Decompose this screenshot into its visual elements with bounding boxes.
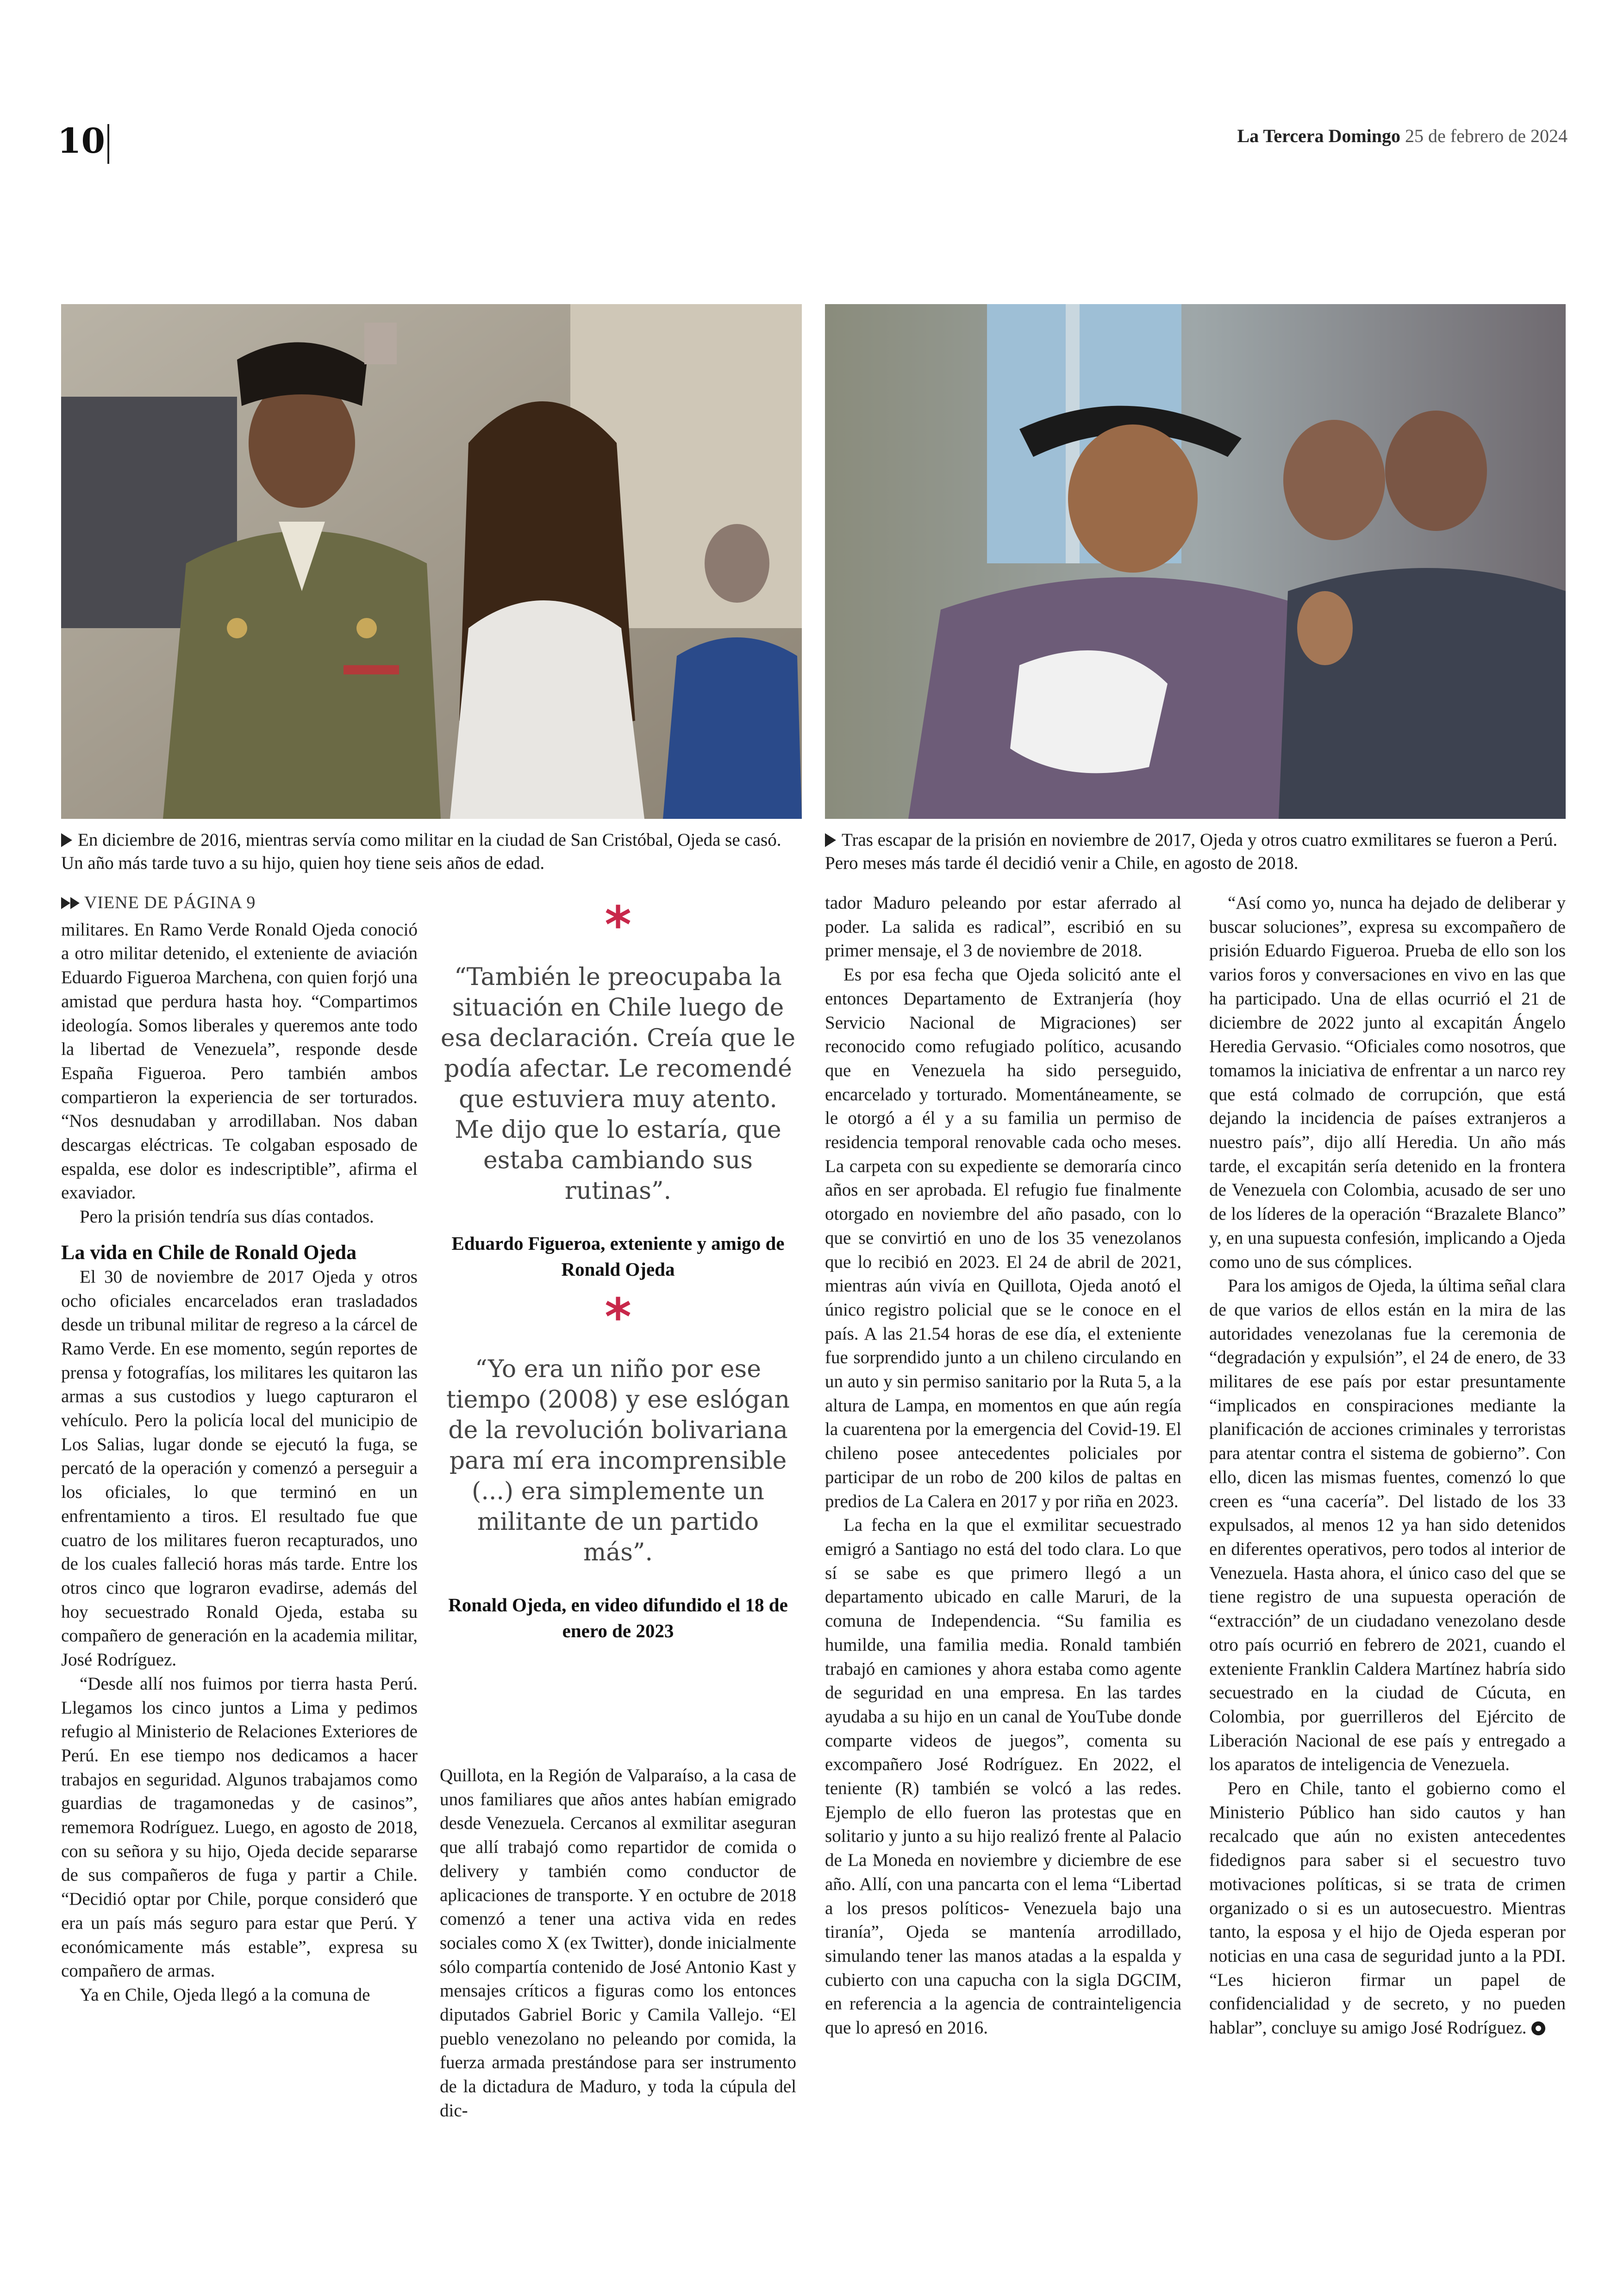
paragraph: Es por esa fecha que Ojeda solicitó ante el entonces Departamento de Extranjería (hoy Servicio Nacional de Migraciones) ser reconocido como refugiado político, acusando que en Venezuela ha sido perseguido, encarcelado y torturado. Momentáneamente, se le otorgó a él y a su familia un permiso de residencia temporal renovable cada ocho meses. La carpeta con su expediente se demoraría cinco años en ser aprobada. El refugio fue finalmente otorgado en noviembre del año pasado, con lo que se convirtió en uno de los 35 venezolanos que lo recibió en 2023. El 24 de abril de 2021, mientras aún vivía en Quillota, Ojeda anotó el único registro policial que se le conoce en el país. A las 21.54 horas de ese día, el exteniente fue sorprendido junto a un chileno circulando en un auto y sin permiso sanitario por la Ruta 5, a la altura de Lampa, en momentos en que aún regía la cuarentena por la emergencia del Covid-19. El chileno posee antecedentes policiales por participar de un robo de 200 kilos de paltas en predios de La Calera en 2017 y por riña en 2023. [825, 965, 1181, 1511]
closing-paragraph-text: Pero en Chile, tanto el gobierno como el Ministerio Público han sido cautos y han recalcado que aún no existen antecedentes fidedignos para saber si el secuestro tuvo motivaciones políticas, si se trata de crimen organizado o si es un autosecuestro. Mientras tanto, la esposa y el hijo de Ojeda esperan por noticias en una casa de seguridad junto a la PDI. “Les hicieron firmar un papel de confidencialidad y de secreto, y no pueden hablar”, concluye su amigo José Rodríguez. [1209, 1778, 1566, 2038]
article-column-4 [1209, 891, 1566, 2040]
photo-wedding [61, 304, 802, 819]
paragraph: Quillota, en la Región de Valparaíso, a la casa de unos familiares que años antes habían emigrado desde Venezuela. Cercanos al exmilitar aseguran que allí trabajó como repartidor de comida o delivery y también como conductor de aplicaciones de transporte. Y en octubre de 2018 comenzó a tener una activa vida en redes sociales como X (ex Twitter), donde inicialmente sólo compartía contenido de José Antonio Kast y mensajes críticos a figuras como los entonces diputados Gabriel Boric y Camila Vallejo. “El pueblo venezolano no peleando por comida, la fuerza armada prestándose para ser instrumento de la dictadura de Maduro, y toda la cúpula del dic- [440, 1765, 796, 2120]
paragraph: La fecha en la que el exmilitar secuestrado emigró a Santiago no está del todo clara. Lo que sí se sabe es que primero llegó a un departamento ubicado en calle Maruri, de la comuna de Independencia. “Su familia es humilde, una familia media. Ronald también trabajó en camiones y ahora estaba como agente de seguridad en una empresa. En las tardes ayudaba a su hijo en un canal de YouTube donde comparte videos de juegos”, comenta su excompañero José Rodríguez. En 2022, el teniente (R) también se volcó a las redes. Ejemplo de ello fueron las protestas que en solitario y junto a su hijo realizó frente al Palacio de La Moneda en noviembre y diciembre de ese año. Allí, con una pancarta con el lema “Libertad a los presos políticos- Venezuela bajo una tiranía”, Ojeda se mantenía arrodillado, simulando tener las manos atadas a la espalda y cubierto con una capucha con la sigla DGCIM, en referencia a la agencia de contrainteligencia que lo apresó en 2016. [825, 1515, 1181, 2038]
end-of-article-icon [1531, 2021, 1545, 2035]
masthead [1237, 125, 1568, 147]
double-arrow-icon [61, 897, 70, 909]
caption-arrow-icon [825, 833, 836, 847]
photo-caption [825, 829, 1566, 875]
article-column-1 [61, 891, 418, 2007]
caption-text: Tras escapar de la prisión en noviembre de 2017, Ojeda y otros cuatro exmilitares se fueron a Perú. Pero meses más tarde él decidió venir a Chile, en agosto de 2018. [825, 830, 1558, 873]
continuation-text: VIENE DE PÁGINA 9 [84, 893, 256, 912]
photo-caption [61, 829, 802, 875]
continuation-label [61, 891, 418, 915]
paragraph: militares. En Ramo Verde Ronald Ojeda conoció a otro militar detenido, el exteniente de aviación Eduardo Figueroa Marchena, con quien forjó una amistad que perdura hasta hoy. “Compartimos ideología. Somos liberales y queremos ante todo la libertad de Venezuela”, responde desde España Figueroa. Pero también ambos compartieron la experiencia de ser torturados. “Nos desnudaban y arrodillaban. Nos daban descargas eléctricas. Te colgaban esposado de espalda, ese dolor es indescriptible”, afirma el exaviador. [61, 919, 418, 1203]
paragraph [1209, 1777, 1566, 2040]
paragraph: “Así como yo, nunca ha dejado de deliberar y buscar soluciones”, expresa su excompañero de prisión Eduardo Figueroa. Prueba de ello son los varios foros y conversaciones en vivo en las que ha participado. Una de ellas ocurrió el 21 de diciembre de 2022 junto al excapitán Ángelo Heredia Gervasio. “Oficiales como nosotros, que tomamos la iniciativa de enfrentar a un narco rey que está colmado de corrupción, que está dejando la incidencia de países extranjeros a nuestro país”, dijo allí Heredia. Un año más tarde, el excapitán sería detenido en la frontera de Venezuela con Colombia, acusado de ser uno de los líderes de la operación “Brazalete Blanco” y, en una supuesta confesión, implicando a Ojeda como uno de sus cómplices. [1209, 893, 1566, 1272]
pull-quote [440, 1287, 796, 1644]
asterisk-icon: * [605, 895, 631, 954]
pull-quote [440, 895, 796, 1282]
double-arrow-icon [70, 897, 80, 909]
article-column-3 [825, 891, 1181, 2040]
quote-text: “También le preocupaba la situación en Chile luego de esa declaración. Creía que le podía afectar. Le recomendé que estuviera muy atento. Me dijo que lo estaría, que estaba cambiando sus rutinas”. [440, 963, 796, 1205]
paragraph: “Desde allí nos fuimos por tierra hasta Perú. Llegamos los cinco juntos a Lima y pedimos refugio al Ministerio de Relaciones Exteriores de Perú. En ese tiempo nos dedicamos a hacer trabajos en seguridad. Algunos trabajamos como guardias de tragamonedas y de casinos”, rememora Rodríguez. Luego, en agosto de 2018, con su señora y su hijo, Ojeda decide separarse de sus compañeros de fuga y partir a Chile. “Decidió optar por Chile, porque consideró que era un país más seguro para estar que Perú. Y económicamente más estable”, expresa su compañero de armas. [61, 1673, 418, 1981]
paragraph: Para los amigos de Ojeda, la última señal clara de que varios de ellos están en la mira de las autoridades venezolanas fue la ceremonia de “degradación y expulsión”, el 24 de enero, de 33 militares de ese país por estar presuntamente “implicados en conspiraciones mediante la planificación de acciones criminales y terroristas para atentar contra el sistema de gobierno”. Con ello, dicen las mismas fuentes, comenzó lo que creen es “una cacería”. Del listado de los 33 expulsados, al menos 12 ya han sido detenidos en diferentes operativos, pero todos al interior de Venezuela. Hasta ahora, el único caso del que se tiene registro de una supuesta operación de “extracción” de un ciudadano venezolano desde otro país ocurrió en febrero de 2021, cuando el exteniente Franklin Caldera Martínez habría sido secuestrado en la ciudad de Cúcuta, en Colombia, por guerrilleros del Ejército de Liberación Nacional de ese país y entregado a los aparatos de inteligencia de Venezuela. [1209, 1276, 1566, 1775]
paragraph: El 30 de noviembre de 2017 Ojeda y otros ocho oficiales encarcelados eran trasladados desde un tribunal militar de regreso a la cárcel de Ramo Verde. En ese momento, según reportes de prensa y fotografías, los militares les quitaron las armas a sus custodios y luego capturaron el vehículo. Pero la policía local del municipio de Los Salias, lugar donde se ejecutó la fuga, se percató de la operación y comenzó a perseguir a los oficiales, lo que terminó en un enfrentamiento a tiros. El resultado fue que cuatro de los militares fueron recapturados, uno de los cuales falleció horas más tarde. Entre los otros cinco que lograron evadirse, además del hoy secuestrado Ronald Ojeda, estaba su compañero de generación en la academia militar, José Rodríguez. [61, 1266, 418, 1670]
publication-name: La Tercera Domingo [1237, 125, 1401, 146]
publication-date: 25 de febrero de 2024 [1405, 125, 1568, 146]
page-number: 10 [57, 121, 105, 161]
header-divider [107, 124, 109, 164]
quote-text: “Yo era un niño por ese tiempo (2008) y ese eslógan de la revolución bolivariana para mí era incomprensible (...) era simplemente un militante de un partido más”. [446, 1355, 790, 1566]
paragraph: Ya en Chile, Ojeda llegó a la comuna de [80, 1984, 370, 2005]
quote-attribution: Ronald Ojeda, en video difundido el 18 de enero de 2023 [448, 1594, 788, 1641]
section-subhead: La vida en Chile de Ronald Ojeda [61, 1241, 357, 1264]
quote-attribution: Eduardo Figueroa, exteniente y amigo de Ronald Ojeda [451, 1233, 785, 1280]
paragraph: Pero la prisión tendría sus días contados. [80, 1207, 374, 1227]
caption-arrow-icon [61, 833, 72, 847]
photo-exmilitaries [825, 304, 1566, 819]
caption-text: En diciembre de 2016, mientras servía como militar en la ciudad de San Cristóbal, Ojeda se casó. Un año más tarde tuvo a su hijo, quien hoy tiene seis años de edad. [61, 830, 781, 873]
article-column-2 [440, 1764, 796, 2123]
paragraph: tador Maduro peleando por estar aferrado al poder. La salida es radical”, escribió en su primer mensaje, el 3 de noviembre de 2018. [825, 893, 1181, 961]
asterisk-icon: * [605, 1287, 631, 1347]
